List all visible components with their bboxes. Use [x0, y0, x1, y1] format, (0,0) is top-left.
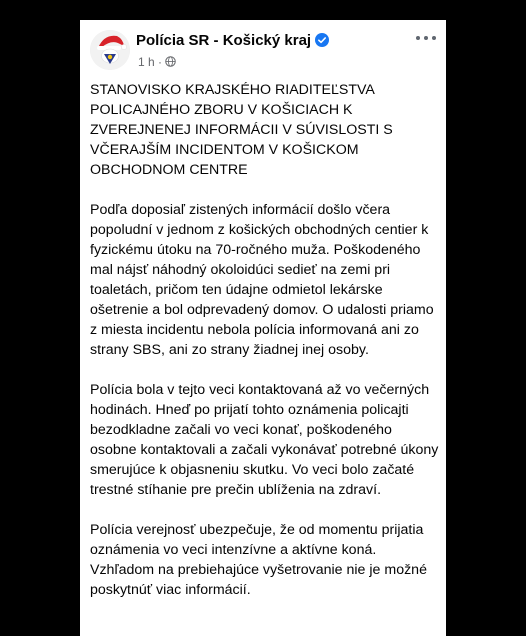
- post-paragraph: Podľa doposiaľ zistených informácií došlo včera popoludní v jednom z košických obchodných centier k fyzickému útoku na 70-ročného muža. Poškodeného mal nájsť náhodný okoloidúci sedieť na zemi pri toaletách, pričom ten údajne odmietol lekárske ošetrenie a bol odprevadený domov. O udalosti priamo z miesta incidentu nebola polícia informovaná ani zo strany SBS, ani zo strany žiadnej inej osoby.: [90, 202, 434, 358]
- page-avatar[interactable]: [90, 30, 130, 70]
- post-text: [90, 80, 440, 620]
- meta-separator: ·: [158, 55, 163, 69]
- page-name[interactable]: [136, 32, 329, 49]
- post-timestamp[interactable]: 1 h: [138, 55, 155, 69]
- facebook-post-card: [80, 20, 446, 636]
- verified-badge-icon: [315, 33, 329, 47]
- post-header: [80, 20, 446, 80]
- police-santa-logo-icon: [90, 30, 130, 70]
- more-options-icon: [424, 36, 428, 40]
- page-name-text: Polícia SR - Košický kraj: [136, 32, 312, 49]
- more-options-icon: [432, 36, 436, 40]
- more-options-icon: [416, 36, 420, 40]
- post-paragraph: Polícia verejnosť ubezpečuje, že od momentu prijatia oznámenia vo veci intenzívne a aktívne koná. Vzhľadom na prebiehajúce vyšetrovanie nie je možné poskytnúť viac informácií.: [90, 522, 427, 598]
- post-meta: [138, 55, 176, 69]
- post-paragraph: Polícia bola v tejto veci kontaktovaná až vo večerných hodinách. Hneď po prijatí tohto oznámenia policajti bezodkladne začali vo veci konať, poškodeného osobne kontaktovali a začali vykonávať potrebné úkony smerujúce k objasneniu skutku. Vo veci bolo začaté trestné stíhanie pre prečin ublíženia na zdraví.: [90, 382, 439, 498]
- post-paragraph-heading: STANOVISKO KRAJSKÉHO RIADITEĽSTVA POLICAJNÉHO ZBORU V KOŠICIACH K ZVEREJNENEJ INFORMÁCII V SÚVISLOSTI S VČERAJŠÍM INCIDENTOM V KOŠICKOM OBCHODNOM CENTRE: [90, 82, 393, 178]
- more-options-button[interactable]: [414, 30, 438, 46]
- globe-icon: [165, 56, 176, 67]
